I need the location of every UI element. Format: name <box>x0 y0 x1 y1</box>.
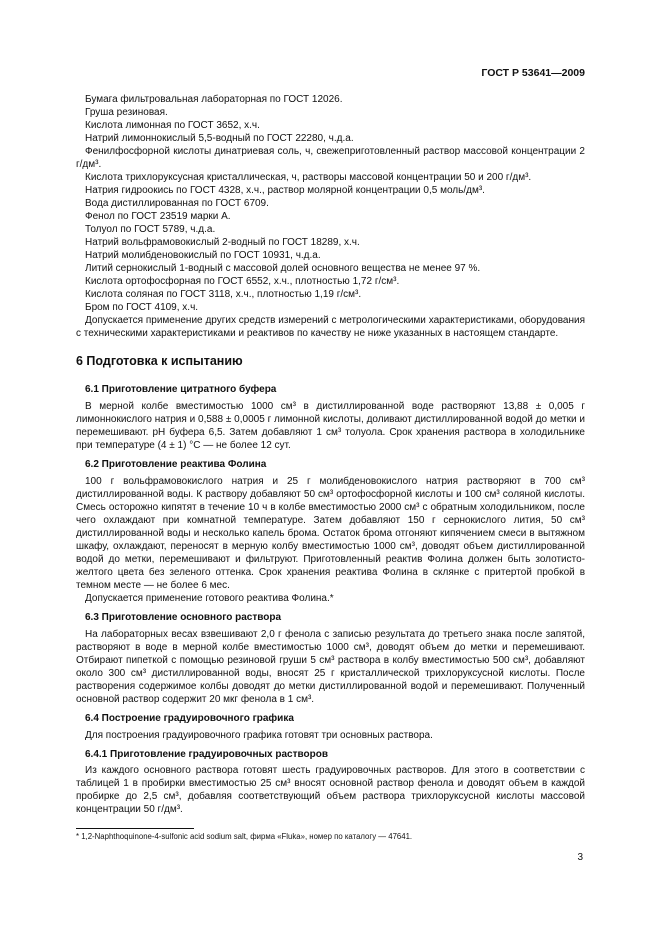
reagent-item: Литий сернокислый 1-водный с массовой долей основного вещества не менее 97 %. <box>85 263 481 274</box>
section-6-4-1-text: Из каждого основного раствора готовят шесть градуировочных растворов. Для этого в соответствии с таблицей 1 в пробирки вместимостью 25 см³ вносят основной раствор фенола и доводят объем в каждой пробирке до 2,5 см³, добавляя соответствующий объем раствора трихлоруксусной кислоты массовой концентрации 50 г/дм³. <box>76 765 585 815</box>
standard-header: ГОСТ Р 53641—2009 <box>481 67 585 79</box>
section-6-4-text: Для построения градуировочного графика готовят три основных раствора. <box>85 730 433 741</box>
reagent-item: Груша резиновая. <box>85 107 168 118</box>
section-6-2-note: Допускается применение готового реактива Фолина.* <box>85 593 334 604</box>
section-6-3-text: На лабораторных весах взвешивают 2,0 г фенола с записью результата до третьего знака после запятой, растворяют в воде в мерной колбе вместимостью 1000 см³, доводят объем до метки и перемешивают. Отбирают пипеткой с помощью резиновой груши 5 см³ раствора в колбу вместимостью 500 см³, добавляют около 300 см³ дистиллированной воды, вносят 25 г кристаллической трихлоруксусной кислоты. После растворения содержимое колбы доводят до метки дистиллированной водой и перемешивают. Полученный основной раствор содержит 20 мкг фенола в 1 см³. <box>76 629 585 705</box>
page-number: 3 <box>577 852 583 863</box>
document-body <box>76 93 585 816</box>
reagent-item: Натрий вольфрамовокислый 2-водный по ГОСТ 18289, х.ч. <box>85 237 360 248</box>
reagent-item: Кислота лимонная по ГОСТ 3652, х.ч. <box>85 120 260 131</box>
reagent-item: Бумага фильтровальная лабораторная по ГОСТ 12026. <box>85 94 343 105</box>
allowed-note: Допускается применение других средств измерений с метрологическими характеристиками, оборудования с техническими характеристиками и реактивов по качеству не ниже указанных в настоящем стандарте. <box>76 315 585 339</box>
reagent-item: Кислота соляная по ГОСТ 3118, х.ч., плотностью 1,19 г/см³. <box>85 289 362 300</box>
reagent-item: Кислота трихлоруксусная кристаллическая, ч, растворы массовой концентрации 50 и 200 г/дм³. <box>85 172 532 183</box>
section-6-4-heading: 6.4 Построение градуировочного графика <box>85 713 294 724</box>
section-6-1-heading: 6.1 Приготовление цитратного буфера <box>85 384 277 395</box>
reagent-item: Толуол по ГОСТ 5789, ч.д.а. <box>85 224 216 235</box>
reagent-item: Вода дистиллированная по ГОСТ 6709. <box>85 198 269 209</box>
reagent-item: Фенилфосфорной кислоты динатриевая соль, ч, свежеприготовленный раствор массовой концентрации 2 г/дм³. <box>76 146 585 170</box>
reagent-item: Натрий лимоннокислый 5,5-водный по ГОСТ 22280, ч.д.а. <box>85 133 354 144</box>
reagent-item: Натрий молибденовокислый по ГОСТ 10931, ч.д.а. <box>85 250 321 261</box>
reagent-item: Фенол по ГОСТ 23519 марки А. <box>85 211 231 222</box>
reagent-item: Кислота ортофосфорная по ГОСТ 6552, х.ч., плотностью 1,72 г/см³. <box>85 276 400 287</box>
section-6-2-heading: 6.2 Приготовление реактива Фолина <box>85 459 267 470</box>
section-6-3-heading: 6.3 Приготовление основного раствора <box>85 612 282 623</box>
reagent-item: Натрия гидроокись по ГОСТ 4328, х.ч., раствор молярной концентрации 0,5 моль/дм³. <box>85 185 485 196</box>
footnote: * 1,2-Naphthoquinone-4-sulfonic acid sodium salt, фирма «Fluka», номер по каталогу — 47641. <box>76 832 413 841</box>
section-6-4-1-heading: 6.4.1 Приготовление градуировочных растворов <box>85 749 329 760</box>
section-6-2-text: 100 г вольфрамовокислого натрия и 25 г молибденовокислого натрия растворяют в 700 см³ дистиллированной воды. К раствору добавляют 50 см³ ортофосфорной кислоты и 100 см³ соляной кислоты. Смесь осторожно кипятят в течение 10 ч в колбе вместимостью 2000 см³ с обратным холодильником, после чего охлаждают при комнатной температуре. Затем добавляют 150 г сернокислого лития, 50 см³ дистиллированной воды и несколько капель брома. Остаток брома отгоняют кипячением смеси в вытяжном шкафу, охлаждают, переносят в мерную колбу вместимостью 1000 см³, доводят объем дистиллированной водой до метки, перемешивают и фильтруют. Приготовленный реактив Фолина должен быть золотисто-желтого цвета без зеленого оттенка. Срок хранения реактива Фолина в склянке с притертой пробкой в темном месте — не более 6 мес. <box>76 476 585 591</box>
footnote-divider <box>76 828 194 829</box>
reagent-item: Бром по ГОСТ 4109, х.ч. <box>85 302 199 313</box>
section-6-1-text: В мерной колбе вместимостью 1000 см³ в дистиллированной воде растворяют 13,88 ± 0,005 г лимоннокислого натрия и 0,588 ± 0,0005 г лимонной кислоты, доливают дистиллированной водой до метки и перемешивают. pH буфера 6,5. Затем добавляют 1 см³ толуола. Срок хранения раствора в холодильнике при температуре (4 ± 1) °С — не более 12 сут. <box>76 401 585 451</box>
section-6-heading: 6 Подготовка к испытанию <box>76 354 243 368</box>
